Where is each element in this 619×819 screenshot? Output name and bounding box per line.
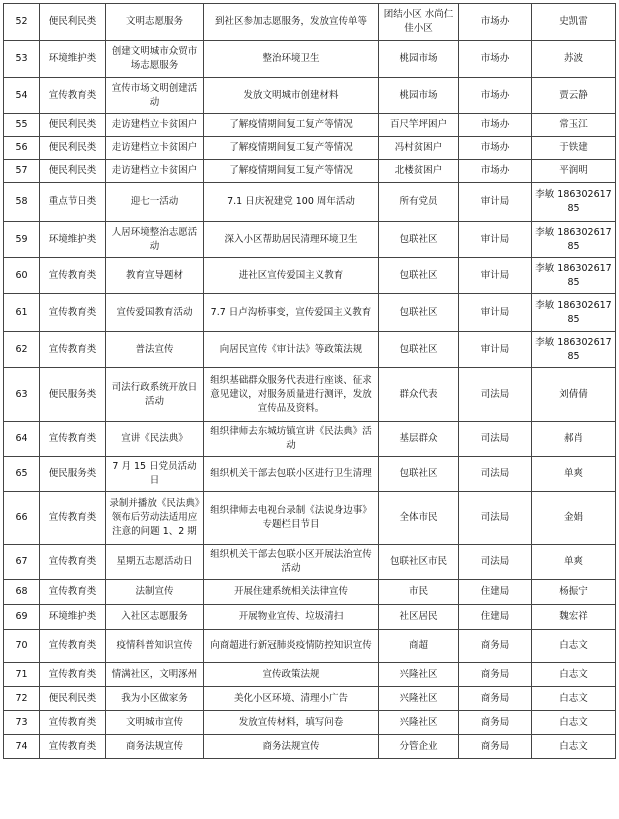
organizing-unit: 市场办	[459, 137, 532, 160]
organizing-unit: 司法局	[459, 545, 532, 580]
organizing-unit: 市场办	[459, 78, 532, 114]
organizing-unit: 审计局	[459, 222, 532, 258]
table-row	[4, 222, 616, 258]
organizing-unit: 司法局	[459, 492, 532, 545]
service-target: 冯村贫困户	[379, 137, 459, 160]
row-number: 66	[4, 492, 40, 545]
contact-person: 白志文	[532, 663, 616, 687]
contact-person: 平润明	[532, 160, 616, 183]
row-number: 68	[4, 580, 40, 605]
activity-content: 进社区宣传爱国主义教育	[204, 258, 379, 294]
table-row	[4, 663, 616, 687]
table-row	[4, 605, 616, 630]
row-number: 58	[4, 183, 40, 222]
organizing-unit: 商务局	[459, 711, 532, 735]
service-target: 市民	[379, 580, 459, 605]
activity-type: 便民利民类	[40, 4, 106, 41]
contact-person: 单爽	[532, 545, 616, 580]
row-number: 57	[4, 160, 40, 183]
contact-person: 李敏 18630261785	[532, 183, 616, 222]
organizing-unit: 商务局	[459, 663, 532, 687]
row-number: 64	[4, 422, 40, 457]
contact-person: 苏波	[532, 41, 616, 78]
activity-content: 向居民宣传《审计法》等政策法规	[204, 332, 379, 368]
row-number: 59	[4, 222, 40, 258]
activity-name: 宣讲《民法典》	[106, 422, 204, 457]
activity-content: 到社区参加志愿服务，发放宣传单等	[204, 4, 379, 41]
service-target: 所有党员	[379, 183, 459, 222]
service-target: 桃园市场	[379, 78, 459, 114]
contact-person: 白志文	[532, 735, 616, 759]
organizing-unit: 住建局	[459, 580, 532, 605]
activity-name: 疫情科普知识宣传	[106, 630, 204, 663]
activity-type: 宣传教育类	[40, 258, 106, 294]
activity-content: 组织律师去东城坊镇宣讲《民法典》活动	[204, 422, 379, 457]
table-row	[4, 114, 616, 137]
activity-name: 人居环境整治志愿活动	[106, 222, 204, 258]
activity-name: 教育宣导题材	[106, 258, 204, 294]
table-row	[4, 368, 616, 422]
contact-person: 李敏 18630261785	[532, 332, 616, 368]
row-number: 63	[4, 368, 40, 422]
table-row	[4, 422, 616, 457]
activity-name: 录制并播放《民法典》领布后劳动法适用应注意的问题 1、2 期	[106, 492, 204, 545]
activity-type: 便民服务类	[40, 368, 106, 422]
organizing-unit: 司法局	[459, 457, 532, 492]
activity-name: 司法行政系统开放日活动	[106, 368, 204, 422]
activity-type: 便民利民类	[40, 137, 106, 160]
organizing-unit: 审计局	[459, 258, 532, 294]
table-row	[4, 545, 616, 580]
service-target: 基层群众	[379, 422, 459, 457]
activity-name: 文明志愿服务	[106, 4, 204, 41]
activity-content: 了解疫情期间复工复产等情况	[204, 160, 379, 183]
service-target: 包联社区市民	[379, 545, 459, 580]
table-row	[4, 630, 616, 663]
table-row	[4, 711, 616, 735]
table-row	[4, 78, 616, 114]
service-target: 社区居民	[379, 605, 459, 630]
activity-content: 开展住建系统相关法律宣传	[204, 580, 379, 605]
table-row	[4, 687, 616, 711]
activity-content: 发放文明城市创建材料	[204, 78, 379, 114]
activity-type: 便民利民类	[40, 114, 106, 137]
activity-type: 便民利民类	[40, 160, 106, 183]
activity-name: 宣传市场文明创建活动	[106, 78, 204, 114]
table-row	[4, 4, 616, 41]
activity-type: 宣传教育类	[40, 630, 106, 663]
activity-name: 7 月 15 日党员活动日	[106, 457, 204, 492]
activity-content: 宣传政策法规	[204, 663, 379, 687]
activity-name: 走访建档立卡贫困户	[106, 137, 204, 160]
organizing-unit: 市场办	[459, 160, 532, 183]
activity-content: 组织律师去电视台录制《法说身边事》专题栏目节目	[204, 492, 379, 545]
row-number: 52	[4, 4, 40, 41]
service-target: 全体市民	[379, 492, 459, 545]
row-number: 60	[4, 258, 40, 294]
activity-content: 整治环境卫生	[204, 41, 379, 78]
organizing-unit: 司法局	[459, 368, 532, 422]
activity-name: 星期五志愿活动日	[106, 545, 204, 580]
contact-person: 单爽	[532, 457, 616, 492]
row-number: 61	[4, 294, 40, 332]
activity-name: 文明城市宣传	[106, 711, 204, 735]
service-target: 包联社区	[379, 294, 459, 332]
service-target: 团结小区 水尚仁佳小区	[379, 4, 459, 41]
table-row	[4, 457, 616, 492]
row-number: 62	[4, 332, 40, 368]
table-row	[4, 580, 616, 605]
activity-type: 宣传教育类	[40, 78, 106, 114]
contact-person: 常玉江	[532, 114, 616, 137]
activity-content: 深入小区帮助居民清理环境卫生	[204, 222, 379, 258]
activity-name: 走访建档立卡贫困户	[106, 114, 204, 137]
activity-type: 宣传教育类	[40, 663, 106, 687]
service-target: 北楼贫困户	[379, 160, 459, 183]
activity-name: 我为小区做家务	[106, 687, 204, 711]
activity-type: 重点节日类	[40, 183, 106, 222]
service-target: 桃园市场	[379, 41, 459, 78]
row-number: 74	[4, 735, 40, 759]
activity-content: 7.7 日卢沟桥事变，宣传爱国主义教育	[204, 294, 379, 332]
contact-person: 白志文	[532, 711, 616, 735]
contact-person: 贾云静	[532, 78, 616, 114]
contact-person: 李敏 18630261785	[532, 222, 616, 258]
activity-name: 情满社区，文明涿州	[106, 663, 204, 687]
service-target: 商超	[379, 630, 459, 663]
activity-type: 宣传教育类	[40, 332, 106, 368]
contact-person: 白志文	[532, 687, 616, 711]
organizing-unit: 市场办	[459, 114, 532, 137]
contact-person: 白志文	[532, 630, 616, 663]
activity-name: 普法宣传	[106, 332, 204, 368]
service-target: 分管企业	[379, 735, 459, 759]
activity-type: 便民利民类	[40, 687, 106, 711]
row-number: 72	[4, 687, 40, 711]
organizing-unit: 审计局	[459, 294, 532, 332]
activity-table	[3, 3, 616, 759]
service-target: 包联社区	[379, 258, 459, 294]
activity-type: 宣传教育类	[40, 545, 106, 580]
activity-content: 组织机关干部去包联小区进行卫生清理	[204, 457, 379, 492]
table-row	[4, 41, 616, 78]
activity-name: 走访建档立卡贫困户	[106, 160, 204, 183]
activity-content: 向商超进行新冠肺炎疫情防控知识宣传	[204, 630, 379, 663]
activity-content: 7.1 日庆祝建党 100 周年活动	[204, 183, 379, 222]
row-number: 70	[4, 630, 40, 663]
service-target: 兴隆社区	[379, 711, 459, 735]
activity-type: 便民服务类	[40, 457, 106, 492]
table-row	[4, 137, 616, 160]
activity-content: 了解疫情期间复工复产等情况	[204, 137, 379, 160]
organizing-unit: 住建局	[459, 605, 532, 630]
organizing-unit: 审计局	[459, 332, 532, 368]
table-body	[4, 4, 616, 759]
activity-type: 宣传教育类	[40, 422, 106, 457]
organizing-unit: 商务局	[459, 687, 532, 711]
activity-name: 宣传爱国教育活动	[106, 294, 204, 332]
contact-person: 杨振宁	[532, 580, 616, 605]
table-row	[4, 492, 616, 545]
row-number: 53	[4, 41, 40, 78]
contact-person: 金娟	[532, 492, 616, 545]
contact-person: 刘倩倩	[532, 368, 616, 422]
activity-name: 创建文明城市众贸市场志愿服务	[106, 41, 204, 78]
row-number: 65	[4, 457, 40, 492]
activity-type: 宣传教育类	[40, 492, 106, 545]
table-row	[4, 332, 616, 368]
organizing-unit: 市场办	[459, 41, 532, 78]
activity-name: 迎七一活动	[106, 183, 204, 222]
activity-name: 入社区志愿服务	[106, 605, 204, 630]
service-target: 群众代表	[379, 368, 459, 422]
table-row	[4, 294, 616, 332]
service-target: 包联社区	[379, 222, 459, 258]
activity-content: 组织基础群众服务代表进行座谈、征求意见建议，对服务质量进行测评，发放宣传品及资料。	[204, 368, 379, 422]
row-number: 55	[4, 114, 40, 137]
table-row	[4, 258, 616, 294]
activity-content: 美化小区环境、清理小广告	[204, 687, 379, 711]
activity-content: 发放宣传材料，填写问卷	[204, 711, 379, 735]
activity-type: 环境维护类	[40, 41, 106, 78]
table-row	[4, 183, 616, 222]
organizing-unit: 司法局	[459, 422, 532, 457]
contact-person: 史凯雷	[532, 4, 616, 41]
table-row	[4, 735, 616, 759]
activity-name: 商务法规宣传	[106, 735, 204, 759]
activity-name: 法制宣传	[106, 580, 204, 605]
service-target: 兴隆社区	[379, 663, 459, 687]
organizing-unit: 市场办	[459, 4, 532, 41]
activity-type: 宣传教育类	[40, 711, 106, 735]
organizing-unit: 商务局	[459, 630, 532, 663]
service-target: 包联社区	[379, 332, 459, 368]
activity-content: 了解疫情期间复工复产等情况	[204, 114, 379, 137]
table-row	[4, 160, 616, 183]
activity-content: 组织机关干部去包联小区开展法治宣传活动	[204, 545, 379, 580]
activity-type: 宣传教育类	[40, 735, 106, 759]
contact-person: 于铁建	[532, 137, 616, 160]
activity-type: 环境维护类	[40, 222, 106, 258]
contact-person: 郝肖	[532, 422, 616, 457]
activity-content: 开展物业宣传、垃圾清扫	[204, 605, 379, 630]
row-number: 71	[4, 663, 40, 687]
row-number: 67	[4, 545, 40, 580]
contact-person: 李敏 18630261785	[532, 258, 616, 294]
row-number: 54	[4, 78, 40, 114]
service-target: 百尺竿坪困户	[379, 114, 459, 137]
contact-person: 魏宏祥	[532, 605, 616, 630]
service-target: 包联社区	[379, 457, 459, 492]
activity-type: 宣传教育类	[40, 294, 106, 332]
row-number: 69	[4, 605, 40, 630]
service-target: 兴隆社区	[379, 687, 459, 711]
organizing-unit: 商务局	[459, 735, 532, 759]
activity-type: 宣传教育类	[40, 580, 106, 605]
activity-content: 商务法规宣传	[204, 735, 379, 759]
row-number: 73	[4, 711, 40, 735]
row-number: 56	[4, 137, 40, 160]
organizing-unit: 审计局	[459, 183, 532, 222]
activity-type: 环境维护类	[40, 605, 106, 630]
contact-person: 李敏 18630261785	[532, 294, 616, 332]
